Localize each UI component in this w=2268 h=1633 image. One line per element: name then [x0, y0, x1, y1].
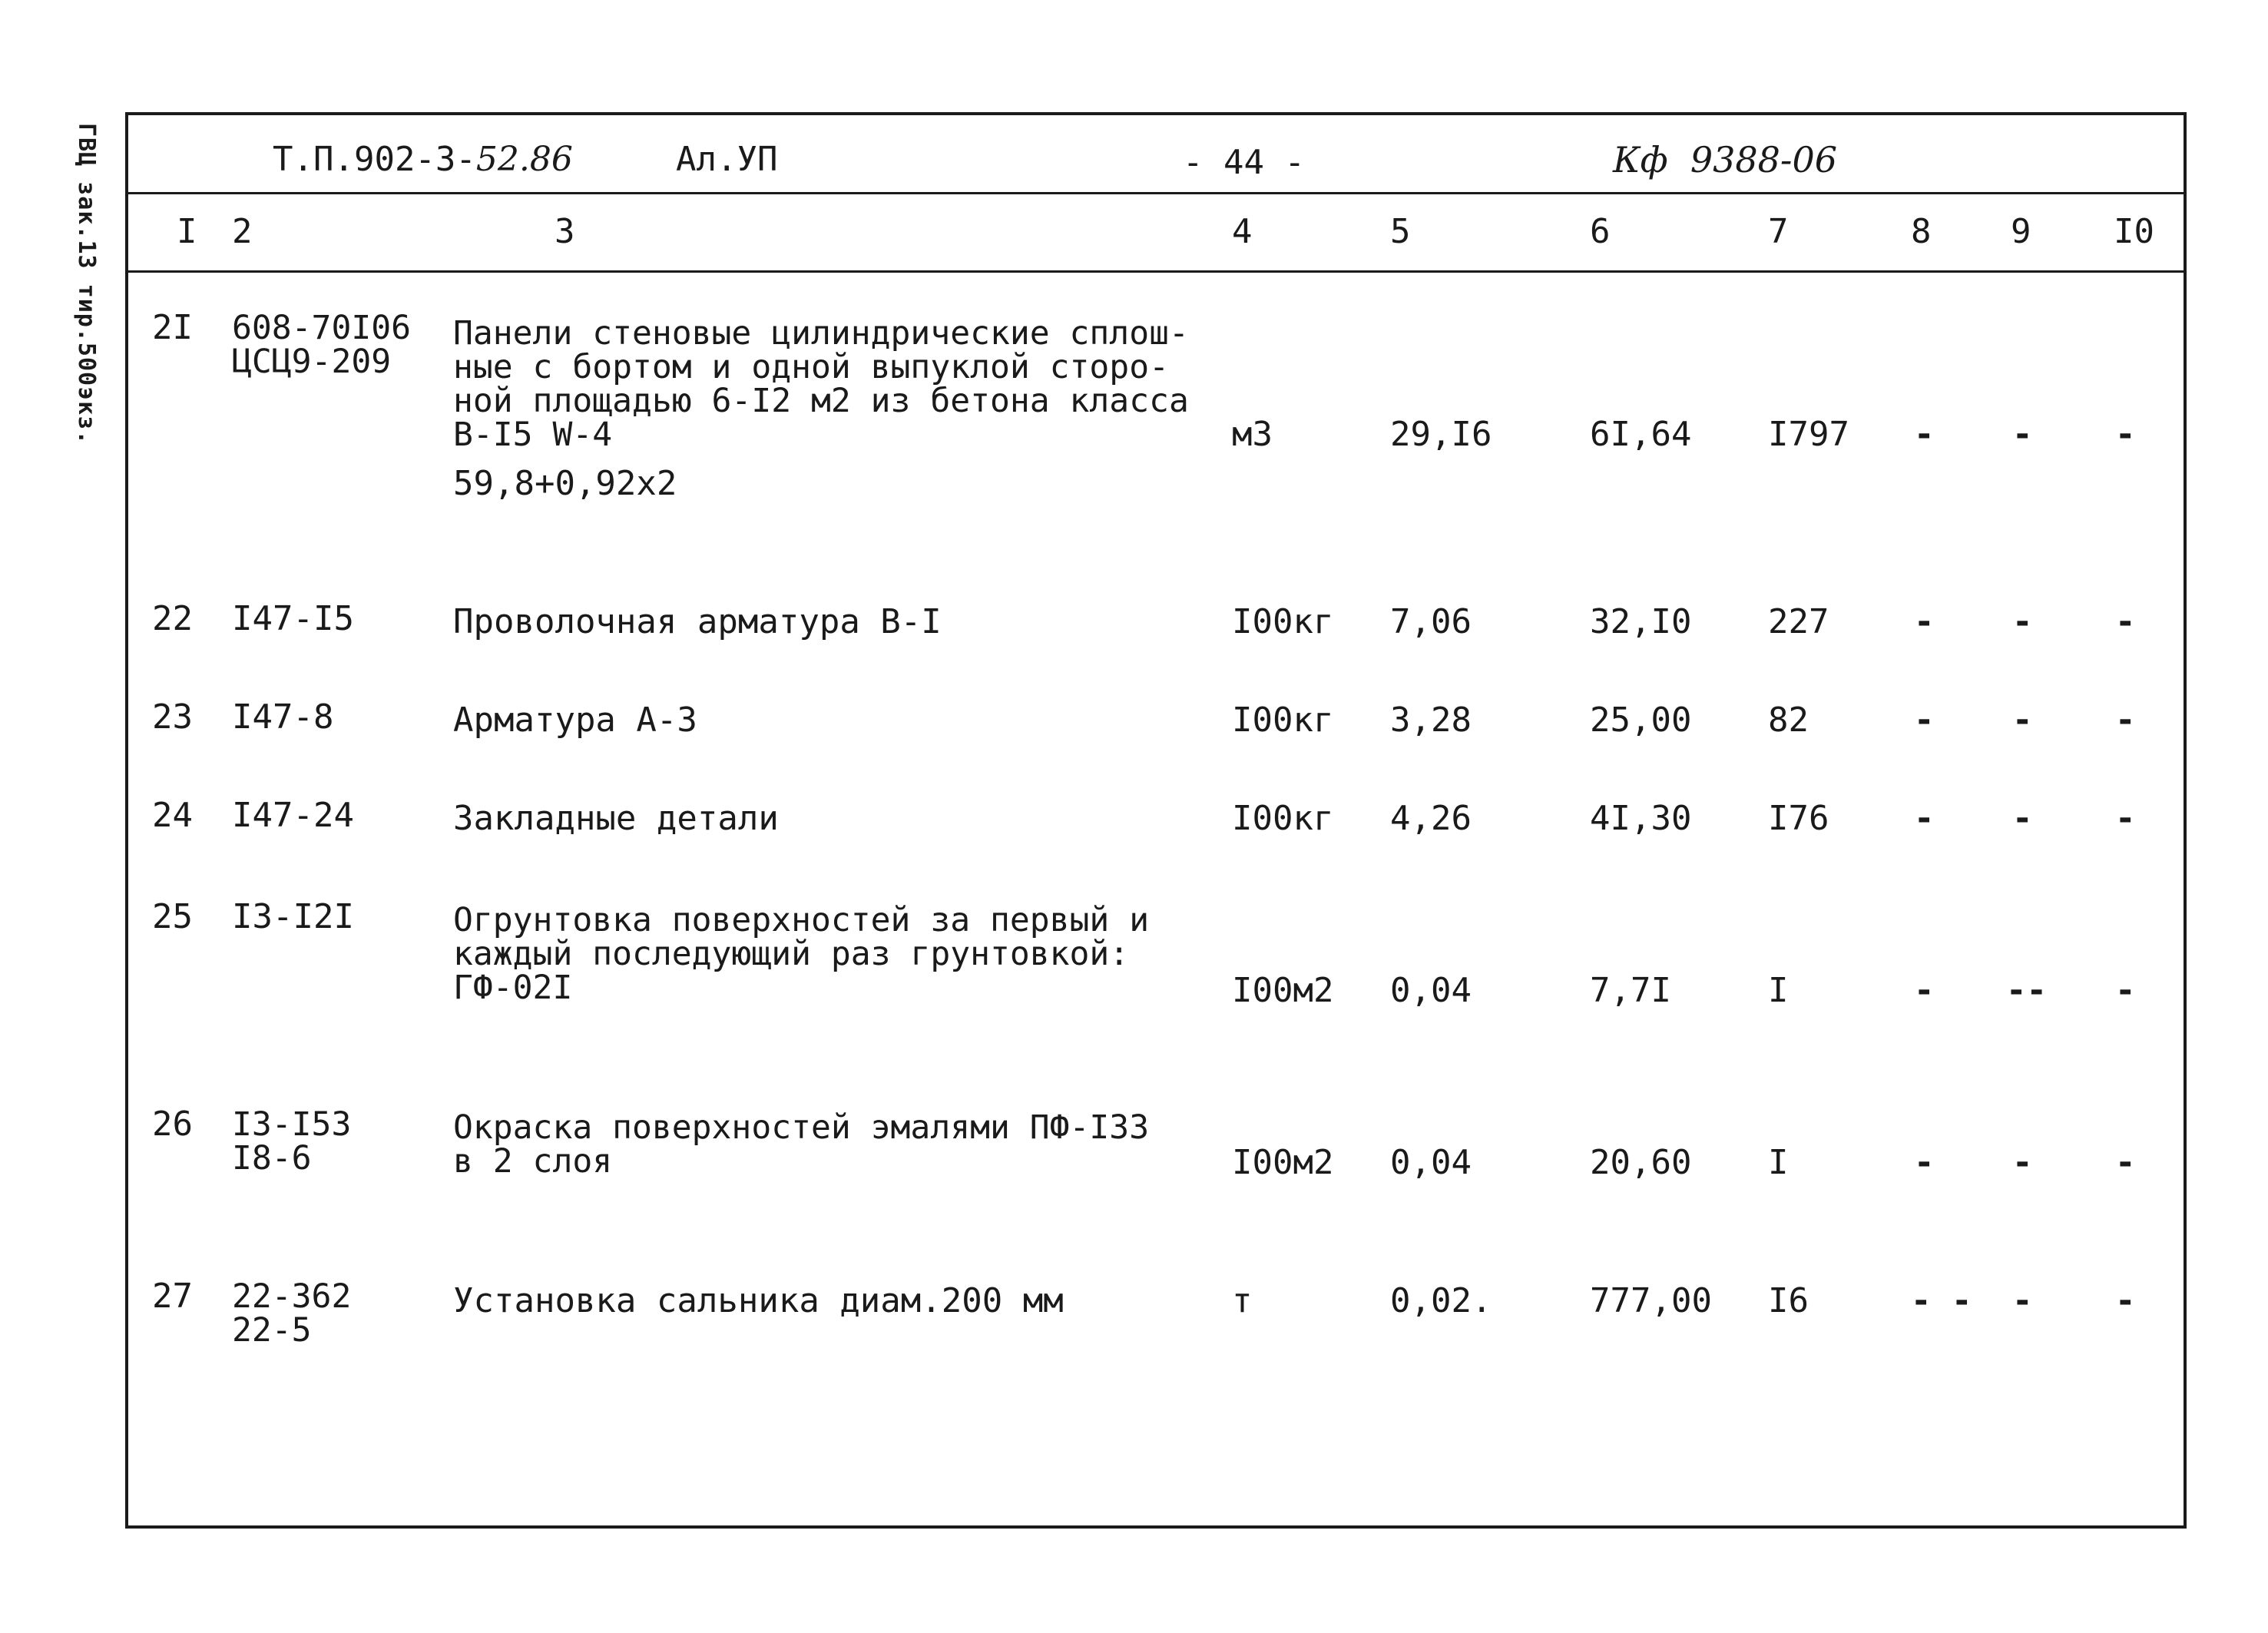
row-total: I6: [1768, 1281, 1809, 1320]
row-unit-price: 25,00: [1590, 701, 1692, 740]
row-total: 82: [1768, 701, 1809, 740]
row-code: 608-70I06 ЦСЦ9-209: [232, 309, 411, 381]
row-number: 25: [152, 897, 193, 936]
col-head-4: 4: [1232, 212, 1253, 251]
row-unit: I00м2: [1232, 1143, 1334, 1182]
col-head-6: 6: [1590, 212, 1611, 251]
row-name: Установка сальника диам.200 мм: [453, 1281, 1064, 1320]
row-col8: -: [1914, 701, 1935, 740]
row-col9: -: [2012, 1143, 2033, 1182]
side-stamp-text: ГВЦ зак.13 тир.500экз.: [73, 123, 100, 446]
col-head-3: 3: [555, 212, 575, 251]
row-col8: -: [1914, 1143, 1935, 1182]
row-col9: -: [2012, 701, 2033, 740]
row-name: Панели стеновые цилиндрические сплош- ные с бортом и одной выпуклой сторо- ной площадью 6-I2 м2 из бетона класса В-I5 W-4: [453, 314, 1189, 454]
row-col10: -: [2115, 971, 2136, 1010]
row-note: 59,8+0,92х2: [453, 464, 677, 503]
row-unit: м3: [1232, 415, 1273, 454]
archive-prefix: Кф: [1613, 139, 1668, 181]
row-total: I: [1768, 971, 1789, 1010]
col-head-7: 7: [1768, 212, 1789, 251]
row-quantity: 0,02.: [1390, 1281, 1492, 1320]
row-unit-price: 7,7I: [1590, 971, 1671, 1010]
row-code: I3-I2I: [232, 897, 354, 936]
doc-code: [273, 140, 573, 179]
row-total: I76: [1768, 799, 1829, 838]
row-quantity: 4,26: [1390, 799, 1472, 838]
row-total: 227: [1768, 602, 1829, 641]
row-unit: I00м2: [1232, 971, 1334, 1010]
row-name: Закладные детали: [453, 799, 779, 838]
row-col10: -: [2115, 799, 2136, 838]
row-quantity: 7,06: [1390, 602, 1472, 641]
row-col10: -: [2115, 1281, 2136, 1320]
row-col8: -: [1914, 971, 1935, 1010]
row-unit: т: [1232, 1281, 1253, 1320]
row-unit: I00кг: [1232, 602, 1334, 641]
row-col8: -: [1914, 415, 1935, 454]
row-number: 26: [152, 1105, 193, 1144]
row-col10: -: [2115, 1143, 2136, 1182]
doc-code-prefix: Т.П.902-3-: [273, 140, 476, 179]
row-col9: -: [2012, 415, 2033, 454]
row-total: I797: [1768, 415, 1849, 454]
row-code: I47-24: [232, 796, 354, 835]
row-col10: -: [2115, 415, 2136, 454]
row-unit-price: 4I,30: [1590, 799, 1692, 838]
col-head-9: 9: [2011, 212, 2031, 251]
row-col9: -: [2012, 1281, 2033, 1320]
row-unit-price: 777,00: [1590, 1281, 1712, 1320]
archive-number: [1613, 139, 1838, 181]
col-head-8: 8: [1911, 212, 1932, 251]
col-head-2: 2: [232, 212, 253, 251]
archive-handwritten: 9388-06: [1690, 139, 1838, 181]
row-code: I47-8: [232, 697, 334, 737]
row-code: I47-I5: [232, 599, 354, 638]
row-quantity: 0,04: [1390, 971, 1472, 1010]
row-unit-price: 32,I0: [1590, 602, 1692, 641]
row-number: 27: [152, 1277, 193, 1316]
row-unit-price: 6I,64: [1590, 415, 1692, 454]
page-number: - 44 -: [1183, 143, 1305, 182]
row-code: 22-362 22-5: [232, 1277, 352, 1350]
row-unit-price: 20,60: [1590, 1143, 1692, 1182]
row-unit: I00кг: [1232, 701, 1334, 740]
row-name: Проволочная арматура В-I: [453, 602, 942, 641]
row-quantity: 0,04: [1390, 1143, 1472, 1182]
row-number: 2I: [152, 308, 193, 347]
row-name: Окраска поверхностей эмалями ПФ-I33 в 2 слоя: [453, 1108, 1150, 1181]
row-code: I3-I53 I8-6: [232, 1105, 352, 1178]
row-col8: -: [1914, 799, 1935, 838]
row-unit: I00кг: [1232, 799, 1334, 838]
row-number: 24: [152, 796, 193, 835]
row-col9: -: [2012, 799, 2033, 838]
row-name: Арматура А-3: [453, 701, 697, 740]
row-quantity: 29,I6: [1390, 415, 1492, 454]
col-head-10: I0: [2114, 212, 2154, 251]
row-total: I: [1768, 1143, 1789, 1182]
album-label: Ал.УП: [676, 140, 778, 179]
col-head-5: 5: [1390, 212, 1411, 251]
col-head-1: I: [177, 212, 197, 251]
side-stamp: [60, 123, 106, 522]
row-col9: --: [2006, 971, 2047, 1010]
row-number: 23: [152, 697, 193, 737]
row-col10: -: [2115, 701, 2136, 740]
row-number: 22: [152, 599, 193, 638]
row-col8: - -: [1911, 1281, 1972, 1320]
row-col10: -: [2115, 602, 2136, 641]
row-quantity: 3,28: [1390, 701, 1472, 740]
doc-code-handwritten: 52.86: [475, 140, 573, 179]
row-col9: -: [2012, 602, 2033, 641]
header-divider: [125, 192, 2187, 194]
column-header-divider: [125, 270, 2187, 273]
row-name: Огрунтовка поверхностей за первый и каждый последующий раз грунтовкой: ГФ-02I: [453, 901, 1150, 1007]
row-col8: -: [1914, 602, 1935, 641]
